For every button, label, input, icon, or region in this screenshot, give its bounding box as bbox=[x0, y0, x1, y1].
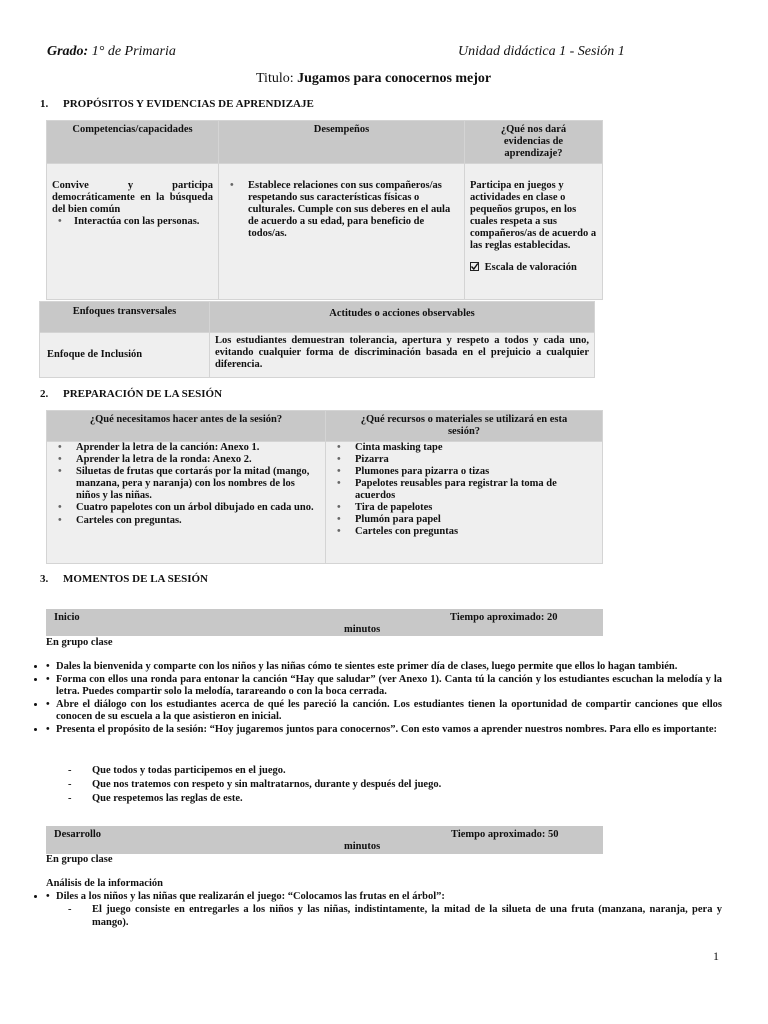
list-item: • Carteles con preguntas. bbox=[52, 515, 320, 527]
competencia-cell bbox=[47, 164, 219, 300]
list-item: • Tira de papelotes bbox=[331, 502, 597, 514]
purposes-table bbox=[46, 120, 603, 300]
page-title bbox=[256, 71, 491, 87]
desempenos-list bbox=[224, 180, 459, 240]
list-item: - Que todos y todas participemos en el juego. bbox=[46, 764, 722, 778]
list-item: • • Forma con ellos una ronda para entonar la canción “Hay que saludar” (ver Anexo 1). Canta tú la canción y los estudiantes escuchan la melodía y la letra. Puedes compartir solo la melodía, tarareando o con la boca cerrada. bbox=[46, 674, 722, 699]
actitud-cell: Los estudiantes demuestran tolerancia, apertura y respeto a todos y cada uno, evitando cualquier forma de discriminación basada en el prejuicio a cualquier diferencia. bbox=[210, 333, 595, 378]
list-item: • • Dales la bienvenida y comparte con los niños y las niñas cómo te sientes este primer día de clases, luego permite que ellos lo hagan también. bbox=[46, 661, 722, 674]
evidencia-text: Participa en juegos y actividades en clase o pequeños grupos, en los cuales respeta a sus compañeros/as de acuerdo a las reglas establecidas. bbox=[470, 180, 597, 251]
list-item: • Papelotes reusables para registrar la toma de acuerdos bbox=[331, 478, 597, 502]
list-item: • Plumón para papel bbox=[331, 514, 597, 526]
inicio-list bbox=[46, 661, 722, 736]
desarrollo-tiempo: Tiempo aproximado: 50 bbox=[451, 829, 559, 840]
list-item: - El juego consiste en entregarles a los niños y las niñas, indistintamente, la mitad de la silueta de una fruta (manzana, naranja, pera y mango). bbox=[46, 904, 722, 929]
col-header-competencias: Competencias/capacidades bbox=[47, 121, 219, 164]
col-header-actitudes: Actitudes o acciones observables bbox=[210, 302, 595, 333]
list-item: • Aprender la letra de la ronda: Anexo 2. bbox=[52, 454, 320, 466]
list-item: • • Presenta el propósito de la sesión: “Hoy jugaremos juntos para conocernos”. Con esto vamos a aprender nuestros nombres. Para ello es importante: bbox=[46, 724, 722, 737]
list-item: - Que respetemos las reglas de este. bbox=[46, 792, 722, 806]
section-title: MOMENTOS DE LA SESIÓN bbox=[63, 573, 208, 585]
col-header-recursos: ¿Qué recursos o materiales se utilizará en esta sesión? bbox=[326, 411, 603, 442]
list-item: • Siluetas de frutas que cortarás por la mitad (mango, manzana, pera y naranja) con los nombres de los niños y las niñas. bbox=[52, 466, 320, 502]
list-item: • • Diles a los niños y las niñas que realizarán el juego: “Colocamos las frutas en el árbol”: bbox=[46, 891, 722, 904]
section-3-heading bbox=[40, 573, 208, 585]
desarrollo-sublist bbox=[46, 904, 722, 929]
capacidades-list bbox=[52, 216, 213, 228]
enfoque-cell: Enfoque de Inclusión bbox=[40, 333, 210, 378]
desarrollo-list bbox=[46, 891, 722, 904]
inicio-tiempo: Tiempo aproximado: 20 bbox=[450, 612, 558, 623]
section-number: 2. bbox=[40, 388, 49, 400]
enfoques-table bbox=[39, 301, 595, 378]
checkbox-checked-icon bbox=[470, 262, 479, 271]
list-item: • Pizarra bbox=[331, 454, 597, 466]
preparation-table bbox=[46, 410, 603, 564]
antes-list bbox=[52, 442, 320, 527]
section-number: 3. bbox=[40, 573, 49, 585]
list-item: • Plumones para pizarra o tizas bbox=[331, 466, 597, 478]
section-title: PROPÓSITOS Y EVIDENCIAS DE APRENDIZAJE bbox=[63, 98, 314, 110]
evidencia-cell bbox=[465, 164, 603, 300]
section-title: PREPARACIÓN DE LA SESIÓN bbox=[63, 388, 223, 400]
desempeno-cell bbox=[219, 164, 465, 300]
recursos-list bbox=[331, 442, 597, 538]
inicio-label: Inicio bbox=[54, 612, 80, 623]
desarrollo-bar bbox=[46, 826, 603, 854]
page-number: 1 bbox=[713, 949, 719, 963]
desarrollo-minutos: minutos bbox=[344, 841, 381, 852]
col-header-evidencias: ¿Qué nos dará evidencias de aprendizaje? bbox=[465, 121, 603, 164]
grade-line bbox=[47, 44, 176, 60]
list-item: • Establece relaciones con sus compañeros/as respetando sus características físicas o culturales. Cumple con sus deberes en el aula de acuerdo a su edad, para beneficio de todos/as. bbox=[224, 180, 459, 240]
recursos-cell bbox=[326, 442, 603, 564]
inicio-minutos: minutos bbox=[344, 624, 381, 635]
title-label: Titulo: bbox=[256, 71, 294, 86]
list-item: - Que nos tratemos con respeto y sin maltratarnos, durante y después del juego. bbox=[46, 778, 722, 792]
section-number: 1. bbox=[40, 98, 49, 110]
col-header-enfoques: Enfoques transversales bbox=[40, 302, 210, 333]
competencia-text: Convive y participa democráticamente en la búsqueda del bien común bbox=[52, 180, 213, 215]
list-item: • Interactúa con las personas. bbox=[52, 216, 213, 228]
analisis-heading: Análisis de la información bbox=[46, 878, 163, 889]
col-header-antes: ¿Qué necesitamos hacer antes de la sesión? bbox=[47, 411, 326, 442]
grade-label: Grado: bbox=[47, 44, 89, 59]
instrument-line bbox=[470, 262, 597, 274]
unit-label: Unidad didáctica 1 - Sesión 1 bbox=[458, 44, 625, 59]
list-item: • • Abre el diálogo con los estudiantes acerca de qué les pareció la canción. Los estudiantes tienen la oportunidad de compartir canciones que ellos conocen de su escuela a la que asistieron en inicial. bbox=[46, 699, 722, 724]
inicio-sublist bbox=[46, 764, 722, 806]
list-item: • Cuatro papelotes con un árbol dibujado en cada uno. bbox=[52, 502, 320, 514]
inicio-grupo: En grupo clase bbox=[46, 637, 113, 648]
antes-cell bbox=[47, 442, 326, 564]
desarrollo-label: Desarrollo bbox=[54, 829, 102, 840]
desarrollo-grupo: En grupo clase bbox=[46, 854, 113, 865]
col-header-desempenos: Desempeños bbox=[219, 121, 465, 164]
grade-value: 1° de Primaria bbox=[91, 44, 176, 59]
title-value: Jugamos para conocernos mejor bbox=[297, 71, 492, 86]
inicio-bar bbox=[46, 609, 603, 636]
instrument-label: Escala de valoración bbox=[484, 262, 577, 273]
section-2-heading bbox=[40, 388, 222, 400]
section-1-heading bbox=[40, 98, 314, 110]
list-item: • Carteles con preguntas bbox=[331, 526, 597, 538]
list-item: • Cinta masking tape bbox=[331, 442, 597, 454]
list-item: • Aprender la letra de la canción: Anexo 1. bbox=[52, 442, 320, 454]
